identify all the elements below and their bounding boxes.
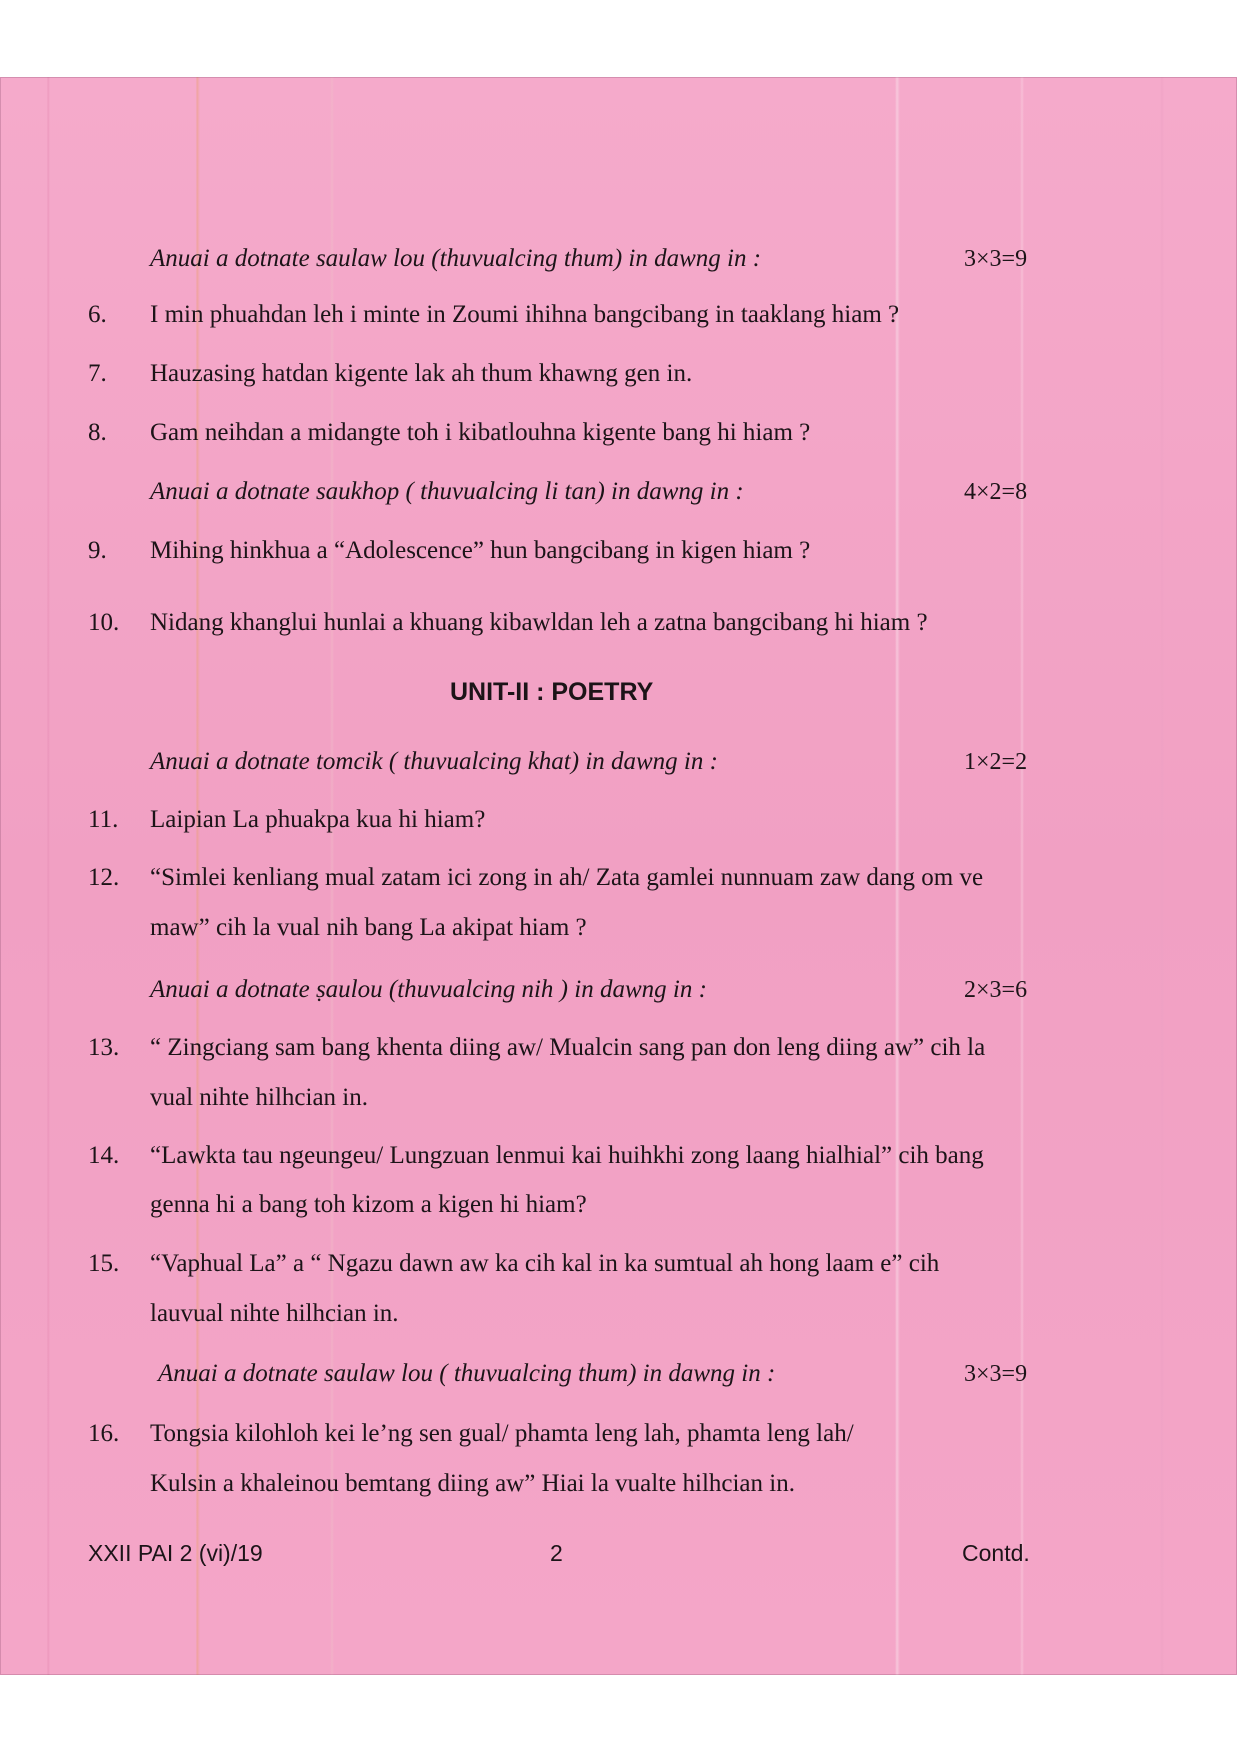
question-text-line-2: vual nihte hilhcian in.	[150, 1084, 369, 1111]
marks-label: 1×2=2	[964, 749, 1028, 775]
question-number: 14.	[88, 1142, 120, 1169]
section-heading: UNIT-II : POETRY	[450, 678, 654, 706]
marks-label: 3×3=9	[964, 1361, 1028, 1387]
question-text-line-1: “Simlei kenliang mual zatam ici zong in ah/ Zata gamlei nunnuam zaw dang om ve	[150, 864, 984, 891]
question-text-line-2: maw” cih la vual nih bang La akipat hiam ?	[150, 914, 587, 941]
question-text-line-1: “ Zingciang sam bang khenta diing aw/ Mualcin sang pan don leng diing aw” cih la	[150, 1034, 986, 1061]
question-paper-page	[0, 77, 1237, 1675]
marks-label: 4×2=8	[964, 479, 1028, 505]
question-text-line-1: Tongsia kilohloh kei le’ng sen gual/ phamta leng lah, phamta leng lah/	[150, 1420, 854, 1447]
instruction-text: Anuai a dotnate ṣaulou (thuvualcing nih ) in dawng in :	[150, 976, 707, 1003]
question-number: 13.	[88, 1034, 120, 1061]
question-number: 11.	[88, 806, 119, 833]
question-text-line-2: genna hi a bang toh kizom a kigen hi hiam?	[150, 1191, 587, 1218]
question-number: 7.	[88, 360, 107, 387]
question-text-line-1: “Lawkta tau ngeungeu/ Lungzuan lenmui kai huihkhi zong laang hialhial” cih bang	[150, 1142, 984, 1169]
question-text: Laipian La phuakpa kua hi hiam?	[150, 806, 486, 833]
question-text: Gam neihdan a midangte toh i kibatlouhna kigente bang hi hiam ?	[150, 419, 811, 446]
question-text: Nidang khanglui hunlai a khuang kibawldan leh a zatna bangcibang hi hiam ?	[150, 609, 928, 636]
paper-code: XXII PAI 2 (vi)/19	[88, 1540, 263, 1566]
question-text-line-2: Kulsin a khaleinou bemtang diing aw” Hiai la vualte hilhcian in.	[150, 1470, 795, 1497]
question-number: 12.	[88, 864, 120, 891]
page-number: 2	[550, 1540, 563, 1566]
continued-label: Contd.	[962, 1540, 1030, 1566]
instruction-text: Anuai a dotnate saulaw lou ( thuvualcing thum) in dawng in :	[158, 1360, 776, 1387]
question-number: 9.	[88, 537, 107, 564]
instruction-text: Anuai a dotnate tomcik ( thuvualcing khat) in dawng in :	[150, 748, 718, 775]
question-text-line-1: “Vaphual La” a “ Ngazu dawn aw ka cih kal in ka sumtual ah hong laam e” cih	[150, 1250, 940, 1277]
question-text: Mihing hinkhua a “Adolescence” hun bangcibang in kigen hiam ?	[150, 537, 811, 564]
marks-label: 3×3=9	[964, 246, 1028, 272]
question-text: I min phuahdan leh i minte in Zoumi ihihna bangcibang in taaklang hiam ?	[150, 301, 900, 328]
question-number: 6.	[88, 301, 107, 328]
marks-label: 2×3=6	[964, 977, 1028, 1003]
instruction-text: Anuai a dotnate saulaw lou (thuvualcing thum) in dawng in :	[150, 245, 762, 272]
question-number: 8.	[88, 419, 107, 446]
question-number: 15.	[88, 1250, 120, 1277]
question-text-line-2: lauvual nihte hilhcian in.	[150, 1300, 399, 1327]
instruction-text: Anuai a dotnate saukhop ( thuvualcing li tan) in dawng in :	[150, 478, 744, 505]
question-number: 16.	[88, 1420, 120, 1447]
question-number: 10.	[88, 609, 120, 636]
question-text: Hauzasing hatdan kigente lak ah thum khawng gen in.	[150, 360, 693, 387]
